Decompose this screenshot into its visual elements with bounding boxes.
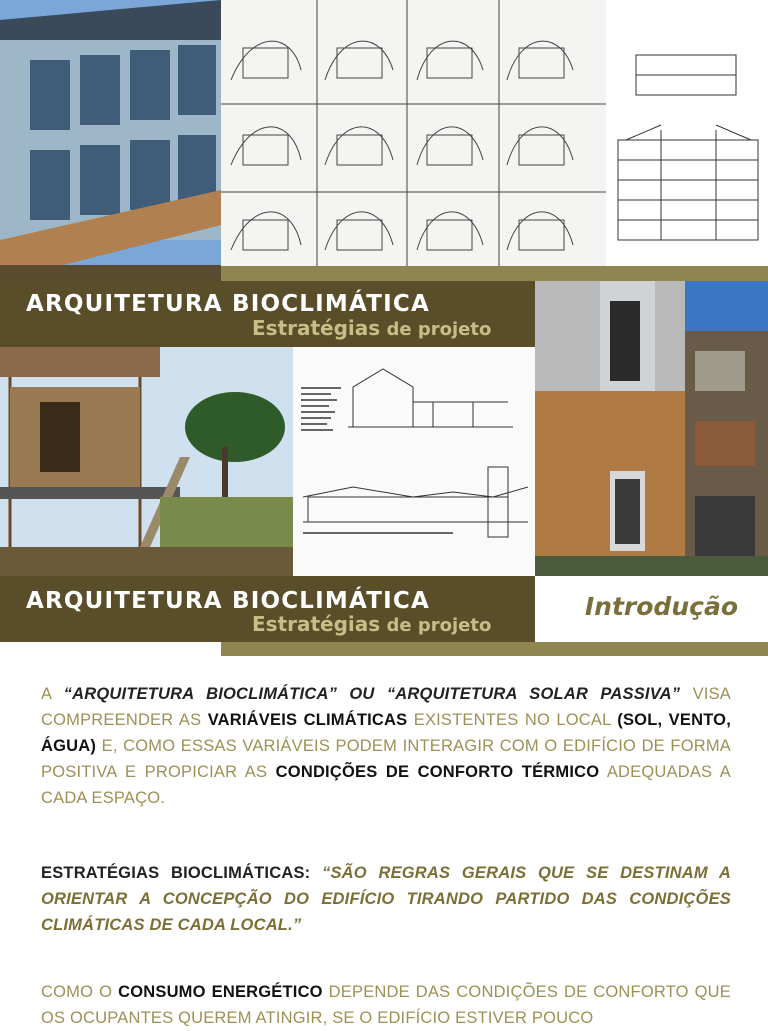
p1-bold-comfort: CONDIÇÕES DE CONFORTO TÉRMICO [275,763,600,781]
p1-text-1: A [41,685,64,703]
section-banner-subtitle-word: Estratégias [252,612,381,636]
building-section-drawing [606,0,768,266]
strategies-paragraph [41,860,731,938]
p2-label: ESTRATÉGIAS BIOCLIMÁTICAS: [41,864,311,882]
timber-building-photo [535,281,768,576]
banner-subtitle-word: Estratégias [252,316,381,340]
p2-quote: “SÃO REGRAS GERAIS QUE SE DESTINAM A ORIENTAR A CONCEPÇÃO DO EDIFÍCIO TIRANDO PARTIDO DAS CONDIÇÕES CLIMÁTICAS DE CADA LOCAL.” [41,864,731,934]
section-banner [0,576,535,642]
p3-bold-energy: CONSUMO ENERGÉTICO [118,983,323,1001]
banner-subtitle-rest: de projeto [386,319,492,340]
section-banner-subtitle [252,612,491,636]
olive-strip-top [221,266,768,281]
olive-strip-bottom [221,642,768,656]
airflow-diagrams-grid [221,0,606,266]
p1-text-2: VISA COMPREENDER AS [41,685,731,729]
banner-subtitle [252,316,491,340]
p1-bold-variables: VARIÁVEIS CLIMÁTICAS [207,711,408,729]
p3-text-1: COMO O [41,983,119,1001]
intro-paragraph [41,681,731,811]
section-banner-title: ARQUITETURA BIOCLIMÁTICA [26,588,430,614]
title-banner [0,281,535,347]
pergola-house-photo [0,347,293,576]
banner-title: ARQUITETURA BIOCLIMÁTICA [26,291,430,317]
p1-quote: “ARQUITETURA BIOCLIMÁTICA” OU “ARQUITETURA SOLAR PASSIVA” [63,685,681,703]
house-section-drawings [293,347,535,576]
p1-text-4: E, COMO ESSAS VARIÁVEIS PODEM INTERAGIR COM O EDIFÍCIO DE FORMA POSITIVA E PROPICIAR AS [41,737,731,781]
p3-text-2: DEPENDE DAS CONDIÇÕES DE CONFORTO QUE OS OCUPANTES QUEREM ATINGIR, SE O EDIFÍCIO ESTIVER POUCO [41,983,731,1027]
section-heading-introducao: Introdução [584,592,738,621]
section-banner-subtitle-rest: de projeto [386,615,492,636]
p1-text-5: ADEQUADAS A CADA ESPAÇO. [41,763,731,807]
p1-bold-elements: (SOL, VENTO, ÁGUA) [41,711,732,755]
p1-text-3: EXISTENTES NO LOCAL [407,711,618,729]
building-facade-photo [0,0,221,281]
energy-paragraph [41,979,731,1031]
